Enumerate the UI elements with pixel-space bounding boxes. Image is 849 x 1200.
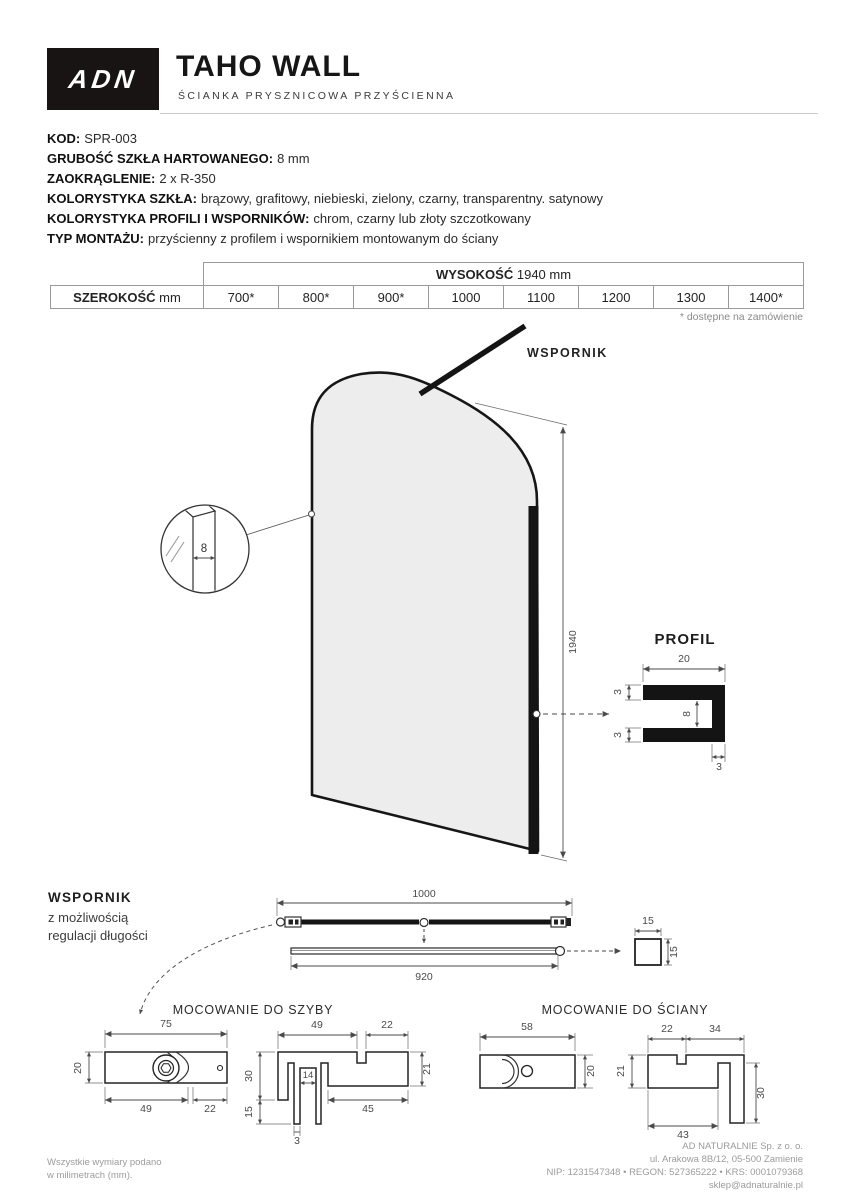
bracket-label: WSPORNIK [527, 346, 608, 360]
dim-label: 3 [612, 689, 624, 695]
spec-line-grubosc: GRUBOŚĆ SZKŁA HARTOWANEGO: 8 mm [47, 151, 310, 166]
mocowanie-sciany [480, 1002, 767, 1141]
page-title: TAHO WALL [176, 50, 362, 83]
szyby-clamp-side-view [72, 1018, 227, 1115]
dim-label: 14 [302, 1070, 314, 1081]
table-width-cell: 1200 [579, 286, 654, 309]
profil-drawing [612, 631, 725, 773]
sciany-bracket-side-view [480, 1021, 597, 1088]
footer-company: AD NATURALNIE Sp. z o. o. [682, 1141, 803, 1152]
table-width-cell: 700* [204, 286, 279, 309]
footer-company-info [547, 1140, 803, 1192]
wspornik-section [48, 888, 680, 1014]
dim-label: 15 [642, 915, 654, 927]
dim-label: 22 [661, 1023, 673, 1035]
wspornik-title: WSPORNIK [48, 890, 132, 905]
footer-address: ul. Arakowa 8B/12, 05-500 Zamienie [649, 1154, 803, 1165]
dim-label: 8 [681, 711, 693, 717]
dim-label: 15 [243, 1106, 255, 1118]
table-width-cell: 1000 [429, 286, 504, 309]
adn-logo [47, 48, 159, 110]
mocowanie-szyby [72, 1003, 433, 1147]
table-width-cell: 900* [354, 286, 429, 309]
sciany-title: MOCOWANIE DO ŚCIANY [541, 1003, 709, 1017]
spec-line-montaz: TYP MONTAŻU: przyścienny z profilem i wspornikiem montowanym do ściany [47, 231, 499, 246]
table-empty-cell [51, 263, 204, 286]
dim-label: 3 [294, 1135, 300, 1147]
dim-label: 30 [243, 1070, 255, 1082]
dim-label: 21 [615, 1065, 627, 1077]
table-height-header: WYSOKOŚĆ 1940 mm [204, 263, 804, 286]
spec-list [47, 129, 603, 249]
size-table [50, 262, 804, 309]
dim-label: 3 [612, 732, 624, 738]
dim-label: 22 [381, 1019, 393, 1031]
dim-label: 49 [311, 1019, 323, 1031]
table-width-cell: 800* [279, 286, 354, 309]
dim-label: 75 [160, 1018, 172, 1030]
spec-line-kolor-profili: KOLORYSTYKA PROFILI I WSPORNIKÓW: chrom, czarny lub złoty szczotkowany [47, 211, 531, 226]
wspornik-sub1: z możliwością [48, 910, 129, 925]
footer-note: Wszystkie wymiary podano w milimetrach (mm). [47, 1157, 162, 1181]
table-footnote: * dostępne na zamówienie [679, 311, 803, 323]
adn-logo-text: ADN [66, 63, 140, 94]
dim-label-rod-inner: 920 [415, 971, 433, 983]
spec-line-kod: KOD: SPR-003 [47, 131, 137, 146]
footer-email: sklep@adnaturalnie.pl [708, 1180, 803, 1191]
bracket-rod [420, 326, 525, 394]
rod-cross-section [635, 939, 661, 965]
table-width-cell: 1300 [654, 286, 729, 309]
table-width-header: SZEROKOŚĆ mm [51, 286, 204, 309]
spec-line-zaokraglenie: ZAOKRĄGLENIE: 2 x R-350 [47, 171, 216, 186]
szyby-clamp-profile-view [243, 1019, 433, 1147]
dim-label: 20 [72, 1062, 84, 1074]
table-width-cell: 1100 [504, 286, 579, 309]
table-width-cell: 1400* [729, 286, 804, 309]
header-divider [160, 113, 818, 114]
dim-label: 20 [585, 1065, 597, 1077]
dim-label: 49 [140, 1103, 152, 1115]
profil-title: PROFIL [654, 631, 716, 648]
dim-label: 21 [421, 1063, 433, 1075]
wspornik-sub2: regulacji długości [48, 928, 148, 943]
sciany-bracket-profile-view [615, 1023, 767, 1141]
dim-label: 15 [668, 946, 680, 958]
dim-label: 45 [362, 1103, 374, 1115]
dim-label: 22 [204, 1103, 216, 1115]
technical-drawing [0, 318, 849, 1160]
glass-detail-circle [161, 497, 249, 594]
footer-ids: NIP: 1231547348 • REGON: 527365222 • KRS: 0001079368 [546, 1167, 803, 1178]
dim-label: 34 [709, 1023, 721, 1035]
dim-label: 43 [677, 1129, 689, 1141]
dim-label-rod-outer: 1000 [412, 888, 436, 900]
wall-profile-bar [529, 506, 539, 854]
glass-panel-drawing [161, 326, 609, 861]
dim-label: 30 [755, 1087, 767, 1099]
szyby-title: MOCOWANIE DO SZYBY [172, 1003, 334, 1017]
dim-label: 20 [678, 653, 690, 665]
spec-line-kolor-szkla: KOLORYSTYKA SZKŁA: brązowy, grafitowy, niebieski, zielony, czarny, transparentny. satynowy [47, 191, 603, 206]
page-subtitle: ŚCIANKA PRYSZNICOWA PRZYŚCIENNA [178, 90, 456, 102]
dim-label: 58 [521, 1021, 533, 1033]
dim-label-height: 1940 [567, 630, 579, 654]
dim-label-glass-thickness: 8 [200, 543, 208, 555]
dim-label: 3 [716, 761, 722, 773]
